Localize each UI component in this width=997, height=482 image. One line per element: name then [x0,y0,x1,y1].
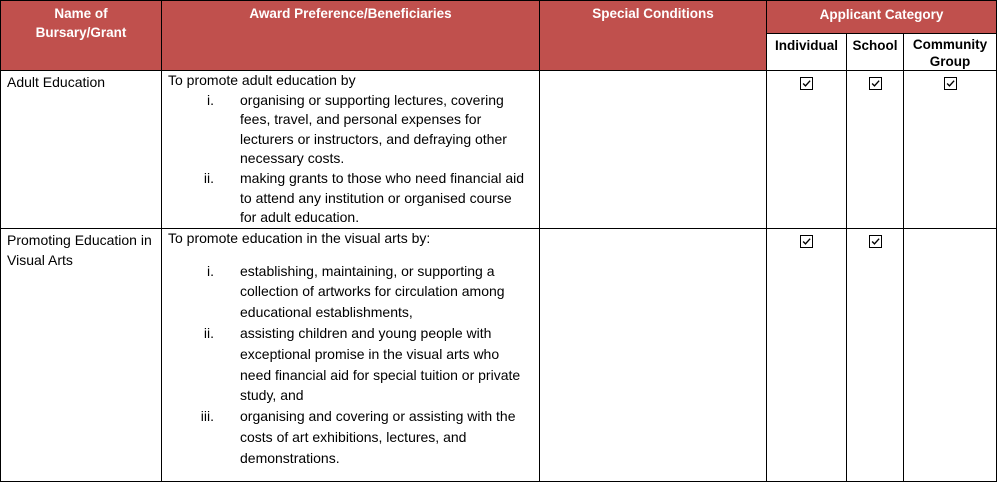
row-special [540,71,767,229]
check-individual [767,229,847,482]
header-special: Special Conditions [540,1,767,71]
header-name-line2: Bursary/Grant [35,25,127,40]
table-row-visual-arts [1,229,997,482]
list-item: iii. organising and covering or assisting with the costs of art exhibitions, lectures, and demonstrations. [200,408,516,466]
check-school [847,229,904,482]
row-award [162,229,540,482]
list-item: i. establishing, maintaining, or supporting a collection of artworks for circulation among educational establishments, [207,262,505,321]
list-item: ii. making grants to those who need financial aid to attend any institution or organised course for adult education. [203,169,525,226]
list-item: i. organising or supporting lectures, covering fees, travel, and personal expenses for lecturers or instructors, and defraying other necessary costs. [207,91,507,167]
header-school: School [847,34,904,71]
award-intro: To promote education in the visual arts by: [168,230,431,246]
checked-checkbox-icon [800,235,813,248]
check-community [904,71,997,229]
row-name: Promoting Education in Visual Arts [1,229,162,482]
award-intro: To promote adult education by [168,72,356,88]
table-row-adult-education [1,71,997,229]
header-award: Award Preference/Beneficiaries [162,1,540,71]
check-school [847,71,904,229]
checked-checkbox-icon [869,77,882,90]
header-individual: Individual [767,34,847,71]
check-individual [767,71,847,229]
header-community: Community Group [904,34,997,71]
header-name-line1: Name of [54,6,108,21]
row-special [540,229,767,482]
row-name: Adult Education [1,71,162,229]
award-list [168,91,533,228]
check-community [904,229,997,482]
row-award [162,71,540,229]
header-category: Applicant Category [767,1,997,34]
list-item: ii. assisting children and young people with exceptional promise in the visual arts who need financial aid for special tuition or private study, and [203,324,521,404]
checked-checkbox-icon [944,77,957,90]
award-list [168,261,533,469]
checked-checkbox-icon [869,235,882,248]
header-name [1,1,162,71]
checked-checkbox-icon [800,77,813,90]
